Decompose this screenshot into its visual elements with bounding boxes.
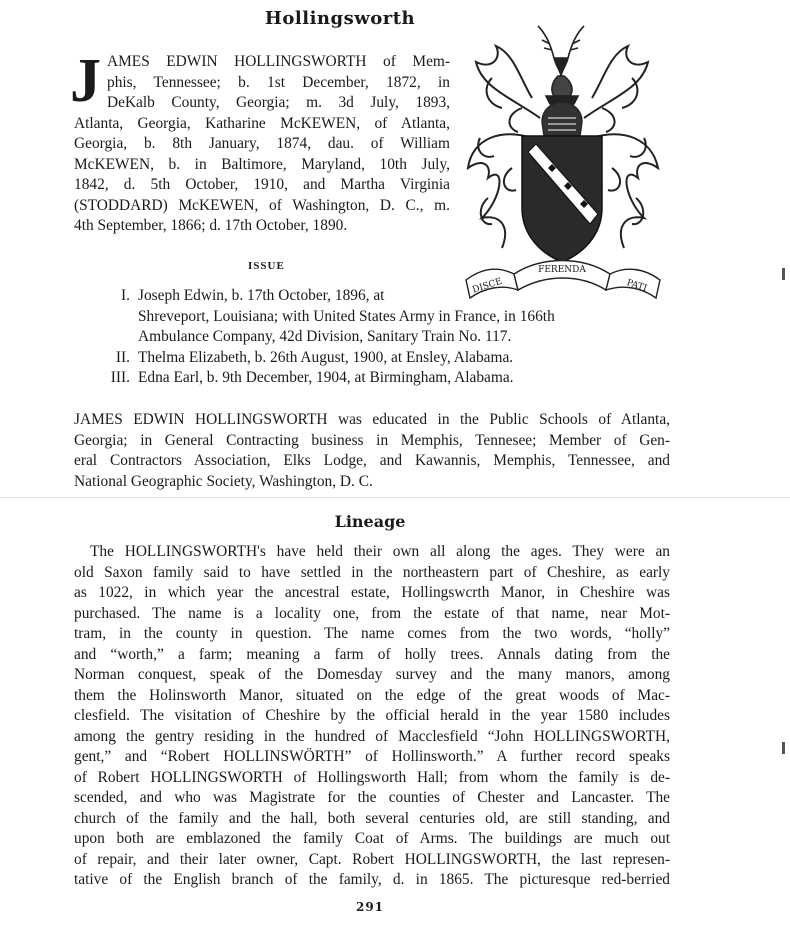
bio-paragraph xyxy=(74,410,670,492)
coat-of-arms-image xyxy=(462,18,666,300)
lineage-paragraph xyxy=(74,542,670,891)
lineage-line: upon both are emblazoned the family Coat of Arms. The buildings are much out xyxy=(74,830,670,847)
issue-number: II. xyxy=(115,348,130,366)
issue-item xyxy=(100,286,670,348)
issue-line: Shreveport, Louisiana; with United States Army in France, in 166th xyxy=(138,307,555,325)
lineage-line: of repair, and their later owner, Capt. Robert HOLLINGSWORTH, the last represen- xyxy=(74,850,670,868)
motto-word-center: FERENDA xyxy=(538,265,586,275)
stag-crest-icon xyxy=(538,26,584,104)
lineage-heading: Lineage xyxy=(334,512,406,531)
bio-line: eral Contractors Association, Elks Lodge, and Kawannis, Memphis, Tennessee, and xyxy=(74,452,670,469)
lineage-line: church of the family and the hall, both several centuries old, are still standing, and xyxy=(74,809,670,827)
scroll-marker xyxy=(782,268,785,280)
lineage-line: old Saxon family said to have settled in the northeastern part of Cheshire, as early xyxy=(74,563,670,581)
dropcap-letter: J xyxy=(70,47,101,115)
lineage-line: purchased. The name is a locality one, from the estate of that name, near Mot- xyxy=(74,604,670,622)
family-title: Hollingsworth xyxy=(264,8,416,29)
lineage-line: tram, in the county in question. The name comes from the two words, “holly” xyxy=(74,625,670,642)
intro-line: Atlanta, Georgia, Katharine McKEWEN, of Atlanta, xyxy=(74,114,450,132)
issue-list xyxy=(100,286,670,389)
lineage-line: among the gentry residing in the hundred of Macclesfield “John HOLLINGSWORTH, xyxy=(74,727,670,745)
issue-line: Edna Earl, b. 9th December, 1904, at Birmingham, Alabama. xyxy=(138,369,514,386)
issue-item xyxy=(100,368,670,389)
lineage-line: them the Holinsworth Manor, situated on the edge of the great woods of Mac- xyxy=(74,686,670,704)
lineage-line: gent,” and “Robert HOLLINSWÖRTH” of Hollinsworth.” A further record speaks xyxy=(74,748,670,765)
lineage-line: The HOLLINGSWORTH's have held their own all along the ages. They were an xyxy=(90,543,670,560)
lineage-line: clesfield. The visitation of Cheshire by the official herald in the year 1580 includes xyxy=(74,707,670,724)
intro-paragraph xyxy=(70,47,450,237)
lineage-line: and “worth,” a farm; meaning a farm of holly trees. Annals dating from the xyxy=(74,645,670,663)
issue-item xyxy=(100,348,670,369)
lineage-line: Norman conquest, speak of the Domesday survey and the many manors, among xyxy=(74,666,670,683)
intro-line: (STODDARD) McKEWEN, of Washington, D. C., m. xyxy=(74,196,450,214)
intro-line: Georgia, b. 8th January, 1874, dau. of William xyxy=(74,135,450,152)
motto-word-right: PATI xyxy=(625,278,649,295)
lineage-line: scended, and who was Magistrate for the counties of Chester and Lancaster. The xyxy=(74,789,670,806)
page-number: 291 xyxy=(355,900,385,914)
intro-line: AMES EDWIN HOLLINGSWORTH of Mem- xyxy=(107,53,450,70)
helmet-icon xyxy=(542,102,582,136)
issue-heading: ISSUE xyxy=(248,260,285,272)
bio-line: Georgia; in General Contracting business in Memphis, Tennesee; Member of Gen- xyxy=(74,431,670,449)
intro-line: 4th September, 1866; d. 17th October, 1890. xyxy=(74,217,348,234)
lineage-line: tative of the English branch of the family, d. in 1865. The picturesque red-berried xyxy=(74,871,670,888)
intro-line: phis, Tennessee; b. 1st December, 1872, in xyxy=(107,73,450,91)
issue-line: Joseph Edwin, b. 17th October, 1896, at xyxy=(138,287,385,304)
issue-number: I. xyxy=(121,287,130,304)
issue-line: Thelma Elizabeth, b. 26th August, 1900, at Ensley, Alabama. xyxy=(138,348,514,366)
bio-line: National Geographic Society, Washington, D. C. xyxy=(74,472,373,490)
intro-line: DeKalb County, Georgia; m. 3d July, 1893, xyxy=(107,94,450,111)
issue-number: III. xyxy=(110,369,130,386)
intro-line: McKEWEN, b. in Baltimore, Maryland, 10th July, xyxy=(74,155,450,173)
scroll-marker xyxy=(782,742,785,754)
lineage-line: of Robert HOLLINGSWORTH of Hollingsworth Hall; from whom the family is de- xyxy=(74,768,670,786)
issue-line: Ambulance Company, 42d Division, Sanitary Train No. 117. xyxy=(138,328,512,345)
intro-line: 1842, d. 5th October, 1910, and Martha Virginia xyxy=(74,176,450,193)
bio-line: JAMES EDWIN HOLLINGSWORTH was educated in the Public Schools of Atlanta, xyxy=(74,411,670,428)
shield-icon xyxy=(522,136,602,262)
motto-word-left: DISCE xyxy=(471,276,504,296)
lineage-line: as 1022, in which year the ancestral estate, Hollingswcrth Manor, in Cheshire was xyxy=(74,584,670,601)
